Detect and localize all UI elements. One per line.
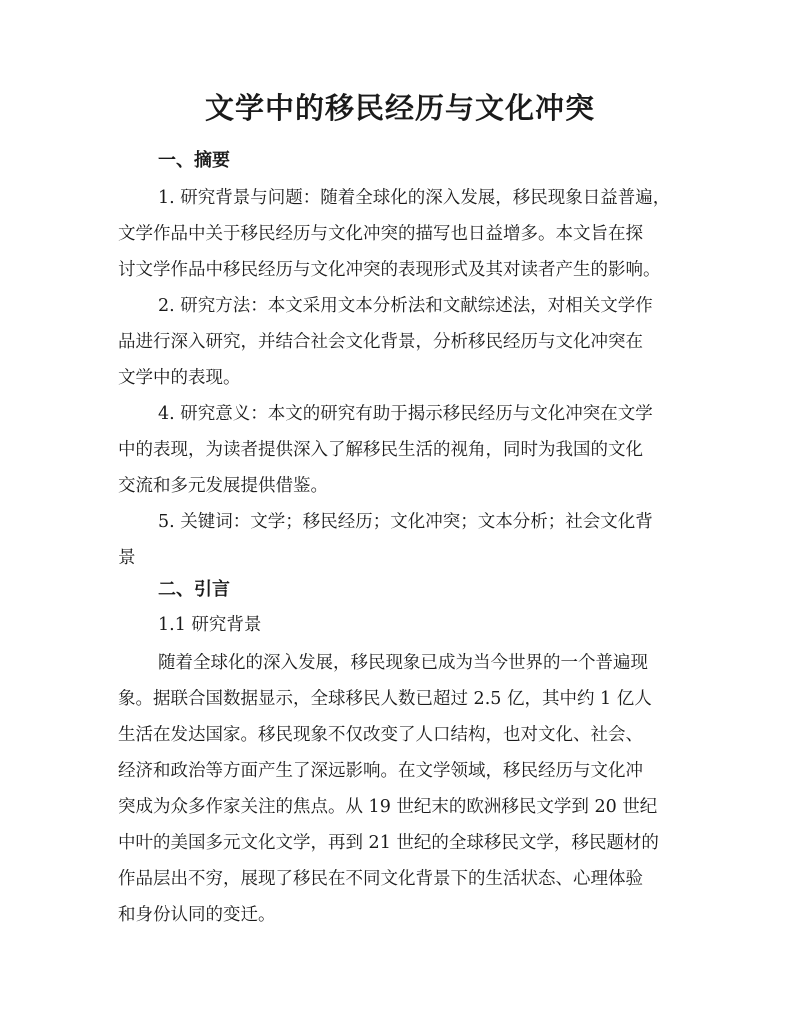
text-line: 品进行深入研究，并结合社会文化背景，分析移民经历与文化冲突在: [118, 332, 643, 352]
text-line: 和身份认同的变迁。: [118, 905, 276, 925]
text-line: 突成为众多作家关注的焦点。从 19 世纪末的欧洲移民文学到 20 世纪: [118, 797, 658, 817]
text-line: 交流和多元发展提供借鉴。: [118, 476, 328, 496]
text-line: 文学中的表现。: [118, 368, 241, 388]
section-heading-abstract: 一、摘要: [158, 150, 230, 171]
document-title: 文学中的移民经历与文化冲突: [204, 91, 595, 125]
text-line: 文学作品中关于移民经历与文化冲突的描写也日益增多。本文旨在探: [118, 224, 643, 244]
subsection-heading-background: 1.1 研究背景: [158, 615, 262, 635]
text-line: 讨文学作品中移民经历与文化冲突的表现形式及其对读者产生的影响。: [118, 260, 661, 280]
text-line: 中的表现，为读者提供深入了解移民生活的视角，同时为我国的文化: [118, 440, 643, 460]
text-line: 生活在发达国家。移民现象不仅改变了人口结构，也对文化、社会、: [118, 725, 643, 745]
abstract-item-significance: [118, 396, 693, 504]
text-line: 作品层出不穷，展现了移民在不同文化背景下的生活状态、心理体验: [118, 869, 643, 889]
section-heading-introduction: 二、引言: [158, 579, 230, 600]
text-line: 2. 研究方法：本文采用文本分析法和文献综述法，对相关文学作: [158, 296, 653, 316]
abstract-item-keywords: [118, 504, 693, 576]
abstract-item-background: [118, 180, 693, 288]
text-line: 5. 关键词：文学；移民经历；文化冲突；文本分析；社会文化背: [158, 512, 653, 532]
abstract-item-method: [118, 288, 693, 396]
text-line: 随着全球化的深入发展，移民现象已成为当今世界的一个普遍现: [158, 653, 648, 673]
introduction-paragraph: [118, 645, 693, 933]
text-line: 经济和政治等方面产生了深远影响。在文学领域，移民经历与文化冲: [118, 761, 643, 781]
text-line: 1. 研究背景与问题：随着全球化的深入发展，移民现象日益普遍，: [158, 188, 671, 208]
text-line: 中叶的美国多元文化文学，再到 21 世纪的全球移民文学，移民题材的: [118, 833, 659, 853]
text-line: 景: [118, 548, 136, 568]
text-line: 象。据联合国数据显示，全球移民人数已超过 2.5 亿，其中约 1 亿人: [118, 689, 652, 709]
text-line: 4. 研究意义：本文的研究有助于揭示移民经历与文化冲突在文学: [158, 404, 653, 424]
